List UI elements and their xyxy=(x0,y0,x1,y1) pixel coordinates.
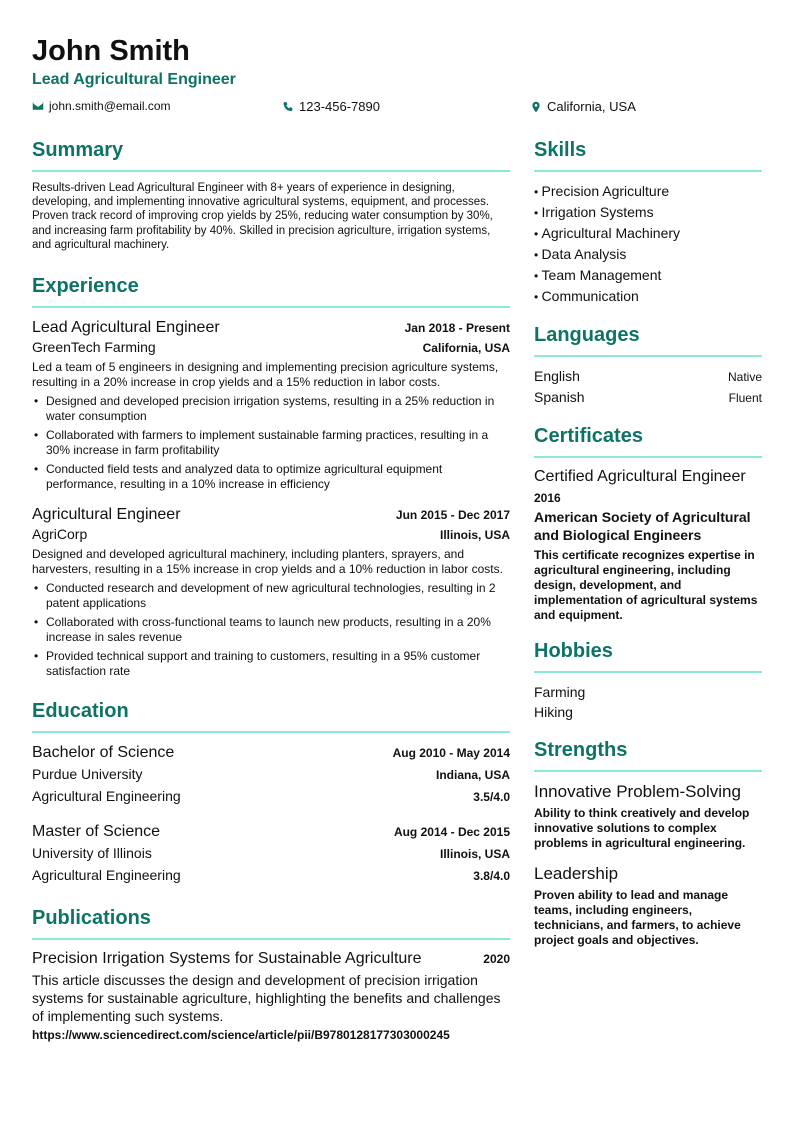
school: University of Illinois xyxy=(32,845,152,862)
candidate-name: John Smith xyxy=(32,35,190,67)
contact-bar xyxy=(32,99,762,119)
language-row xyxy=(534,366,762,387)
field-of-study: Agricultural Engineering xyxy=(32,788,181,805)
publication-entry xyxy=(32,949,510,1042)
gpa: 3.8/4.0 xyxy=(473,869,510,884)
job-location: Illinois, USA xyxy=(439,528,510,543)
skills-list xyxy=(534,181,762,307)
contact-location xyxy=(530,99,636,114)
languages-heading: Languages xyxy=(534,323,762,357)
job-dates: Jun 2015 - Dec 2017 xyxy=(395,508,510,523)
publication-title: Precision Irrigation Systems for Sustainable Agriculture xyxy=(32,950,422,968)
experience-heading: Experience xyxy=(32,274,510,308)
job-bullets xyxy=(32,394,510,492)
strength-description: Ability to think creatively and develop innovative solutions to complex problems in agricultural engineering. xyxy=(534,806,750,850)
map-pin-icon xyxy=(530,101,542,113)
email-text: john.smith@email.com xyxy=(49,99,171,113)
language-row xyxy=(534,387,762,408)
certificate-year: 2016 xyxy=(534,491,561,505)
strength-name: Leadership xyxy=(534,864,619,883)
education-dates: Aug 2010 - May 2014 xyxy=(392,746,510,761)
school-location: Indiana, USA xyxy=(435,768,510,783)
skill-item: • Precision Agriculture xyxy=(534,181,762,202)
strength-name: Innovative Problem-Solving xyxy=(534,782,741,801)
strength-entry xyxy=(534,863,762,948)
publication-description: This article discusses the design and development of precision irrigation systems for sustainable agriculture, highlighting the benefits and challenges of implementing such systems. xyxy=(32,972,501,1025)
degree: Master of Science xyxy=(32,823,161,841)
skill-item: • Communication xyxy=(534,286,762,307)
email-icon xyxy=(32,100,44,112)
contact-phone[interactable] xyxy=(282,99,380,114)
strengths-heading: Strengths xyxy=(534,738,762,772)
summary-text: Results-driven Lead Agricultural Engineer with 8+ years of experience in designing, developing, and implementing innovative agricultural systems, equipment, and processes. Proven track record of improving crop yields by 25%, reducing water consumption by 30%, and increasing farm profitability by 40%. Skilled in precision agriculture, irrigation systems, and agricultural machinery. xyxy=(32,182,493,251)
education-dates: Aug 2014 - Dec 2015 xyxy=(393,825,510,840)
job-bullet: • Conducted field tests and analyzed data to optimize agricultural equipment performance, resulting in a 10% increase in efficiency xyxy=(32,462,510,492)
languages-list xyxy=(534,366,762,408)
gpa: 3.5/4.0 xyxy=(473,790,510,805)
right-column xyxy=(534,138,762,960)
job-bullet: • Collaborated with farmers to implement sustainable farming practices, resulting in a 30% increase in farm profitability xyxy=(32,428,510,458)
certificate-entry xyxy=(534,467,762,623)
contact-email[interactable] xyxy=(32,99,171,113)
summary-heading: Summary xyxy=(32,138,510,172)
skill-item: • Irrigation Systems xyxy=(534,202,762,223)
job-description: Led a team of 5 engineers in designing and implementing precision agriculture systems, resulting in a 20% increase in crop yields and a 15% reduction in labor costs. xyxy=(32,360,499,390)
phone-icon xyxy=(282,101,294,113)
job-bullet: • Conducted research and development of new agricultural technologies, resulting in 2 patent applications xyxy=(32,581,510,611)
school-location: Illinois, USA xyxy=(439,847,510,862)
job-title: Agricultural Engineer xyxy=(32,506,181,524)
job-description: Designed and developed agricultural machinery, including planters, sprayers, and harvesters, resulting in a 15% increase in crop yields and a 10% reduction in labor costs. xyxy=(32,547,503,577)
job-title: Lead Agricultural Engineer xyxy=(32,319,220,337)
education-entry xyxy=(32,821,510,886)
field-of-study: Agricultural Engineering xyxy=(32,867,181,884)
publication-year: 2020 xyxy=(483,952,510,967)
hobbies-list xyxy=(534,682,762,722)
skill-item: • Team Management xyxy=(534,265,762,286)
job-company: AgriCorp xyxy=(32,526,88,543)
publication-link[interactable]: https://www.sciencedirect.com/science/article/pii/B9780128177303000245 xyxy=(32,1028,450,1043)
certificate-name: Certified Agricultural Engineer xyxy=(534,468,746,485)
language-name: English xyxy=(534,368,580,384)
location-text: California, USA xyxy=(547,99,636,114)
language-name: Spanish xyxy=(534,389,585,405)
hobby-item: Farming xyxy=(534,684,586,700)
strength-description: Proven ability to lead and manage teams, including engineers, technicians, and farmers, to achieve project goals and objectives. xyxy=(534,888,741,947)
job-dates: Jan 2018 - Present xyxy=(404,321,510,336)
education-heading: Education xyxy=(32,699,510,733)
job-entry xyxy=(32,317,510,492)
job-bullet: • Provided technical support and training to customers, resulting in a 95% customer satisfaction rate xyxy=(32,649,510,679)
school: Purdue University xyxy=(32,766,143,783)
publications-heading: Publications xyxy=(32,906,510,940)
phone-text: 123-456-7890 xyxy=(299,99,380,114)
skills-heading: Skills xyxy=(534,138,762,172)
education-entry xyxy=(32,742,510,807)
certificate-issuer: American Society of Agricultural and Biological Engineers xyxy=(534,509,751,543)
hobby-item: Hiking xyxy=(534,704,573,720)
strength-entry xyxy=(534,781,762,851)
job-location: California, USA xyxy=(422,341,510,356)
job-bullet: • Collaborated with cross-functional teams to launch new products, resulting in a 20% increase in sales revenue xyxy=(32,615,510,645)
job-company: GreenTech Farming xyxy=(32,339,156,356)
certificates-heading: Certificates xyxy=(534,424,762,458)
degree: Bachelor of Science xyxy=(32,744,175,762)
job-bullets xyxy=(32,581,510,679)
skill-item: • Data Analysis xyxy=(534,244,762,265)
job-bullet: • Designed and developed precision irrigation systems, resulting in a 25% reduction in water consumption xyxy=(32,394,510,424)
candidate-title: Lead Agricultural Engineer xyxy=(32,71,236,88)
resume-page xyxy=(32,34,762,1043)
hobbies-heading: Hobbies xyxy=(534,639,762,673)
language-level: Fluent xyxy=(728,391,762,405)
certificate-description: This certificate recognizes expertise in agricultural engineering, including design, development, and implementation of agricultural systems and equipment. xyxy=(534,548,758,622)
language-level: Native xyxy=(727,370,762,384)
skill-item: • Agricultural Machinery xyxy=(534,223,762,244)
job-entry xyxy=(32,504,510,679)
left-column xyxy=(32,138,510,1042)
